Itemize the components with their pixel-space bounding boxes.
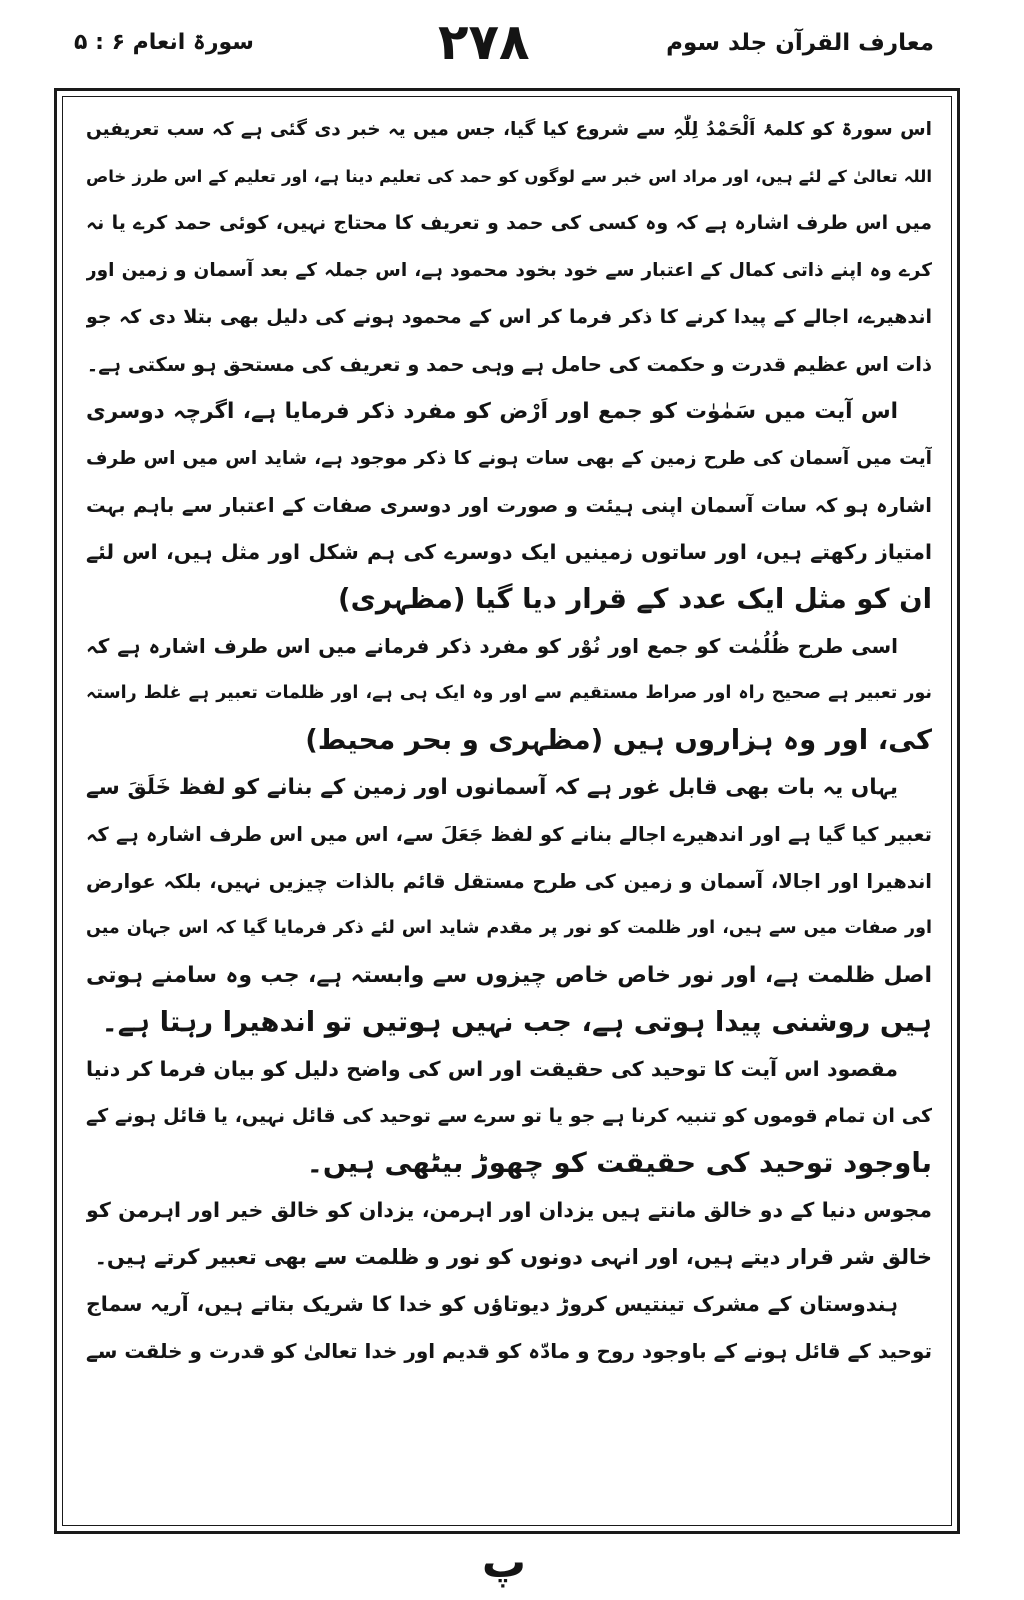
text-line: اللہ تعالیٰ کے لئے ہیں، اور مراد اس خبر سے لوگوں کو حمد کی تعلیم دینا ہے، اور تعلیم کے اس طرز خاص xyxy=(86,167,932,186)
text-line: کرے وہ اپنے ذاتی کمال کے اعتبار سے خود بخود محمود ہے، اس جملہ کے بعد آسمان و زمین اور xyxy=(86,260,932,281)
text-line: اندھیرا اور اجالا، آسمان و زمین کی طرح مستقل قائم بالذات چیزیں نہیں، بلکہ عوارض xyxy=(86,870,932,893)
page-header xyxy=(0,0,1024,85)
text-line: یہاں یہ بات بھی قابل غور ہے کہ آسمانوں اور زمین کے بنانے کو لفظ خَلَقَ سے xyxy=(86,775,898,800)
text-line: ذات اس عظیم قدرت و حکمت کی حامل ہے وہی حمد و تعریف کی مستحق ہو سکتی ہے۔ xyxy=(86,353,932,376)
text-line: اشارہ ہو کہ سات آسمان اپنی ہیئت و صورت اور دوسری صفات کے اعتبار سے باہم بہت xyxy=(86,494,932,517)
body-text xyxy=(86,106,932,1518)
text-line: خالق شر قرار دیتے ہیں، اور انہی دونوں کو نور و ظلمت سے بھی تعبیر کرتے ہیں۔ xyxy=(94,1245,932,1269)
signature-mark: پ xyxy=(481,1537,527,1588)
text-line: اس آیت میں سَمٰوٰت کو جمع اور اَرْض کو مفرد ذکر فرمایا ہے، اگرچہ دوسری xyxy=(86,399,898,424)
text-line: مجوس دنیا کے دو خالق مانتے ہیں یزدان اور اہرمن، یزدان کو خالق خیر اور اہرمن کو xyxy=(86,1198,932,1222)
text-line: میں اس طرف اشارہ ہے کہ وہ کسی کی حمد و تعریف کا محتاج نہیں، کوئی حمد کرے یا نہ xyxy=(86,212,932,234)
text-line: ان کو مثل ایک عدد کے قرار دیا گیا (مظہری) xyxy=(338,583,932,615)
text-line: آیت میں آسمان کی طرح زمین کے بھی سات ہونے کا ذکر موجود ہے، شاید اس میں اس طرف xyxy=(86,448,932,469)
text-line: توحید کے قائل ہونے کے باوجود روح و مادّہ کو قدیم اور خدا تعالیٰ کو قدرت و خلقت سے xyxy=(86,1339,932,1363)
book-title: معارف القرآن جلد سوم xyxy=(666,30,934,56)
text-line: اور صفات میں سے ہیں، اور ظلمت کو نور پر مقدم شاید اس لئے ذکر فرمایا گیا کہ اس جہان میں xyxy=(86,918,932,938)
text-line: کی، اور وہ ہزاروں ہیں (مظہری و بحر محیط) xyxy=(305,724,932,756)
text-line: اسی طرح ظُلُمٰت کو جمع اور نُوْر کو مفرد ذکر فرمانے میں اس طرف اشارہ ہے کہ xyxy=(86,634,898,658)
text-line: اس سورۃ کو کلمۂ اَلْحَمْدُ لِلّٰہِ سے شروع کیا گیا، جس میں یہ خبر دی گئی ہے کہ سب تعریفیں xyxy=(86,119,932,140)
text-line: اندھیرے، اجالے کے پیدا کرنے کا ذکر فرما کر اس کے محمود ہونے کی دلیل بھی بتلا دی کہ جو xyxy=(86,306,932,328)
text-line: نور تعبیر ہے صحیح راہ اور صراط مستقیم سے اور وہ ایک ہی ہے، اور ظلمات تعبیر ہے غلط راستہ xyxy=(86,683,932,703)
text-line: باوجود توحید کی حقیقت کو چھوڑ بیٹھی ہیں۔ xyxy=(306,1147,932,1179)
text-line: تعبیر کیا گیا ہے اور اندھیرے اجالے بنانے کو لفظ جَعَلَ سے، اس میں اس طرف اشارہ ہے کہ xyxy=(86,823,932,846)
text-line: کی ان تمام قوموں کو تنبیہ کرنا ہے جو یا تو سرے سے توحید کی قائل نہیں، یا قائل ہونے کے xyxy=(86,1105,932,1127)
text-line: امتیاز رکھتے ہیں، اور ساتوں زمینیں ایک دوسرے کی ہم شکل اور مثل ہیں، اس لئے xyxy=(86,540,932,564)
text-line: اصل ظلمت ہے، اور نور خاص خاص چیزوں سے وابستہ ہے، جب وہ سامنے ہوتی xyxy=(86,963,932,988)
text-line: ہیں روشنی پیدا ہوتی ہے، جب نہیں ہوتیں تو اندھیرا رہتا ہے۔ xyxy=(101,1006,932,1038)
text-line: مقصود اس آیت کا توحید کی حقیقت اور اس کی واضح دلیل کو بیان فرما کر دنیا xyxy=(86,1057,898,1081)
text-line: ہندوستان کے مشرک تینتیس کروڑ دیوتاؤں کو خدا کا شریک بتاتے ہیں، آریہ سماج xyxy=(86,1292,898,1316)
surah-reference: سورۃ انعام ۶ : ۵ xyxy=(74,30,254,55)
page-number: ۲۷۸ xyxy=(438,13,530,71)
